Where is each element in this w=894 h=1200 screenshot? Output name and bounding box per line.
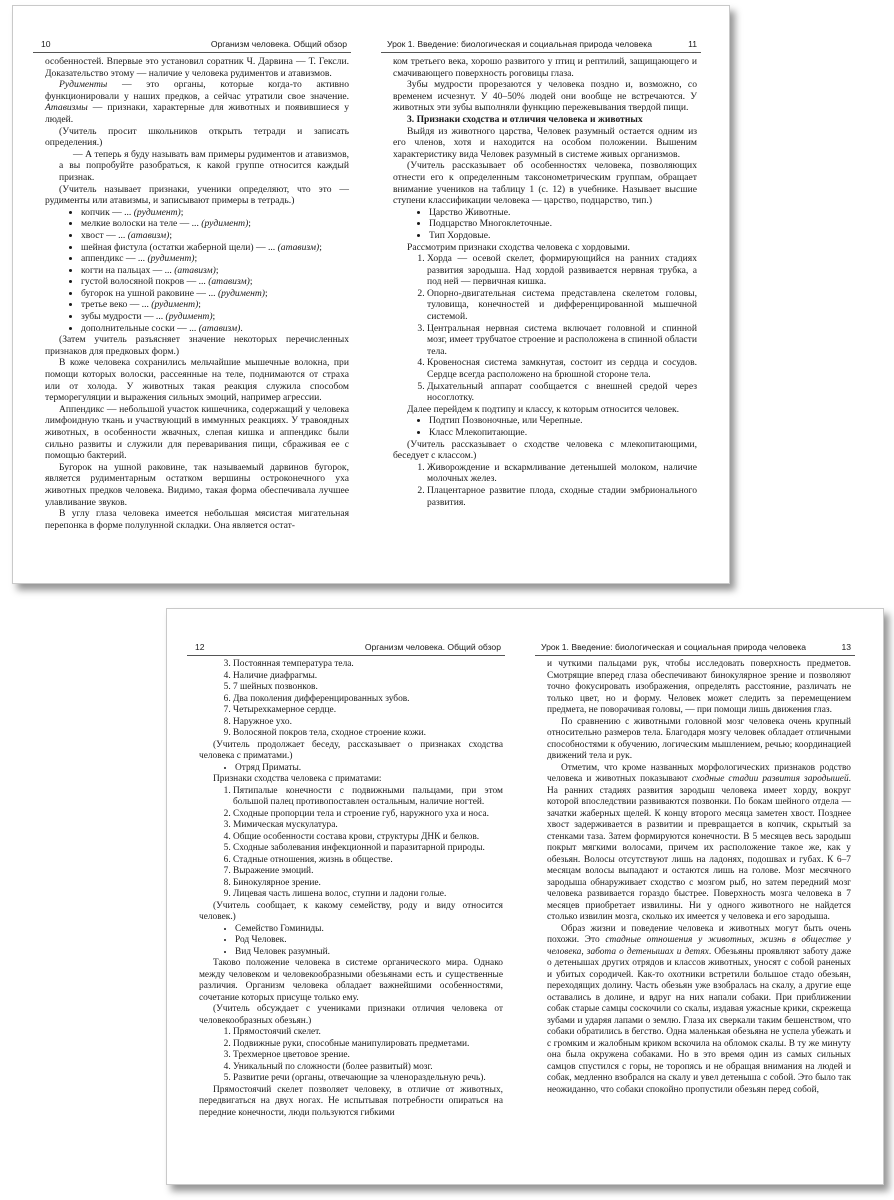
list-item: • Вид Человек разумный. (235, 947, 503, 959)
examples-list (45, 207, 349, 335)
list-item: • Класс Млекопитающие. (429, 427, 697, 439)
difference-traits-list (199, 1027, 503, 1085)
list-item: 4. Кровеносная система замкнутая, состоит из сердца и сосудов. Сердце всегда расположено на брюшной стороне тела. (427, 357, 697, 380)
list-item: 3. Постоянная температура тела. (233, 659, 503, 671)
running-title: Организм человека. Общий обзор (210, 39, 347, 49)
list-item: 5. Дыхательный аппарат сообщается с внешней средой через носоглотку. (427, 381, 697, 404)
section-heading: 3. Признаки сходства и отличия человека и животных (407, 113, 643, 125)
paragraph: Прямостоячий скелет позволяет человеку, в отличие от животных, передвигаться на двух ногах. Не испытывая потребности опираться на передние конечности, люди пользуются гибкими (199, 1084, 503, 1118)
paragraph: Зубы мудрости прорезаются у человека поздно и, возможно, со временем исчезнут. У 40–50% людей они вообще не встречаются. У животных эти зубы выполняли функцию пережевывания твердой пищи. (393, 79, 697, 114)
primate-traits-list (199, 786, 503, 901)
list-item: 9. Лицевая часть лишена волос, ступни и ладони голые. (233, 889, 503, 901)
paragraph-behavior: Образ жизни и поведение человека и животных могут быть очень похожи. Это стадные отношения у животных, жизнь в обществе у человека, забота о детенышах и детях. Обезьяны проявляют заботу даже о детенышах других отрядов и классов животных, уносят с собой раненых и убитых сородичей. Как-то охотники встретили большое стадо обезьян, переходящих долину. Часть обезьян уже взобралась на скалу, а другие еще оставались в долине, и вдруг на них напали собаки. При приближении собак старые самцы соскочили со скалы, издавая ужасные крики, скрежеща зубами и ударяя лапами о землю. Глаза их сверкали таким бешенством, что собаки обратились в бегство. Одна маленькая обезьяна не успела убежать и с громким и жалобным криком вскочила на обломок скалы. В ту же минуту она была окружена собаками. Но в это время один из самых сильных самцов спустился с горы, не торопясь и не обращая внимания на людей и собак, медленно взобрался на скалу и увел детеныша с собой. Это было так неожиданно, что собаки спокойно пропустили обезьян перед собой, (547, 923, 851, 1095)
list-item: • Подцарство Многоклеточные. (429, 218, 697, 230)
list-item: • Род Человек. (235, 935, 503, 947)
paragraph: (Учитель называет признаки, ученики определяют, что это — рудименты или атавизмы, и записывают примеры в тетрадь.) (45, 183, 349, 207)
taxonomy-list (393, 207, 697, 242)
page-number: 11 (688, 39, 697, 49)
list-item: 5. Сходные заболевания инфекционной и паразитарной природы. (233, 843, 503, 855)
page-text (199, 659, 503, 1119)
list-item: 5. Развитие речи (органы, отвечающие за членораздельную речь). (233, 1073, 503, 1085)
list-item: 1. Хорда — осевой скелет, формирующийся на ранних стадиях развития зародыша. Над хордой развивается нервная трубка, а под ней — первичная кишка. (427, 253, 697, 288)
list-item: • густой волосяной покров — ... (атавизм); (81, 276, 349, 288)
list-item: • Семейство Гоминиды. (235, 924, 503, 936)
running-title: Организм человека. Общий обзор (364, 642, 501, 652)
paragraph: Выйдя из животного царства, Человек разумный остается одним из его членов, хотя и находится на особом положении. Вышеним характеристику вида Человек разумный в системе живых организмов. (393, 125, 697, 160)
paragraph: (Учитель рассказывает об особенностях человека, позволяющих отнести его к определенным таксонометрическим группам, обращает внимание учеников на таблицу 1 (с. 12) в учебнике. Называет высшие ступени классификации человека — царство, подцарство, тип.) (393, 160, 697, 207)
paragraph-dialogue: — А теперь я буду называть вам примеры рудиментов и атавизмов, а вы попробуйте разобраться, к какой группе относится каждый признак. (59, 148, 349, 183)
list-item: 6. Стадные отношения, жизнь в обществе. (233, 855, 503, 867)
page-11 (377, 6, 729, 583)
page-header (187, 641, 505, 656)
list-item: 9. Волосяной покров тела, сходное строение кожи. (233, 728, 503, 740)
page-text (547, 659, 851, 1096)
list-item: 4. Наличие диафрагмы. (233, 671, 503, 683)
running-title: Урок 1. Введение: биологическая и социальная природа человека (541, 642, 807, 652)
list-item: 4. Общие особенности состава крови, структуры ДНК и белков. (233, 832, 503, 844)
term-social-behavior: стадные отношения у животных, жизнь в обществе у человека, забота о детенышах и детях (547, 935, 851, 957)
book-spread-pages-12-13 (166, 608, 884, 1185)
running-title: Урок 1. Введение: биологическая и социальная природа человека (387, 39, 653, 49)
paragraph: Бугорок на ушной раковине, так называемый дарвинов бугорок, является рудиментарным остатком вершины остроконечного уха животных предков человека. Видимо, такая форма обеспечивала лучшее улавливание звуков. (45, 461, 349, 508)
page-text (45, 56, 349, 531)
paragraph: В углу глаза человека имеется небольшая мясистая мигательная перепонка в форме полулунной складки. Она является остат- (45, 508, 349, 531)
list-item: • Подтип Позвоночные, или Черепные. (429, 415, 697, 427)
term-rudiments: Рудименты (59, 79, 108, 91)
chordate-traits-list (393, 253, 697, 404)
list-item: 3. Трехмерное цветовое зрение. (233, 1050, 503, 1062)
list-item: 5. 7 шейных позвонков. (233, 682, 503, 694)
list-item: 2. Плацентарное развитие плода, сходные стадии эмбрионального развития. (427, 485, 697, 508)
taxonomy-list (199, 924, 503, 959)
definition-text: — это органы, которые когда-то активно функционировали у наших предков, а сейчас утратили свое значение. (45, 79, 349, 102)
list-item: 2. Опорно-двигательная система представлена скелетом головы, туловища, конечностей и дифференцированной мышечной системой. (427, 288, 697, 323)
list-item: • копчик — ... (рудимент); (81, 207, 349, 219)
list-item: 7. Четырехкамерное сердце. (233, 705, 503, 717)
paragraph: особенностей. Впервые это установил соратник Ч. Дарвина — Т. Гексли. Доказательство этому — наличие у человека рудиментов и атавизмов. (45, 56, 349, 79)
list-item: 6. Два поколения дифференцированных зубов. (233, 694, 503, 706)
page-13 (531, 609, 883, 1184)
list-item: 1. Прямостоячий скелет. (233, 1027, 503, 1039)
page-header (33, 38, 351, 53)
page-number: 12 (195, 642, 205, 652)
list-item: 8. Бинокулярное зрение. (233, 878, 503, 890)
paragraph: (Учитель рассказывает о сходстве человека с млекопитающими, беседует с классом.) (393, 438, 697, 462)
paragraph: Рассмотрим признаки сходства человека с хордовыми. (407, 241, 630, 253)
paragraph-embryo: Отметим, что кроме названных морфологических признаков родство человека и животных показывают сходные стадии развития зародышей. На ранних стадиях развития зародыш человека имеет хорду, вокруг которой впоследствии развиваются позвонки. По бокам шейного отдела — зачатки жаберных щелей. К концу второго месяца заметен хвост. Позднее хвост задерживается в развитии и превращается в копчик, скрытый за стенками таза. Затем формируются конечности. В 5 месяцев весь зародыш покрыт мягкими волосами, причем их расположение такое же, как у обезьян. Волосы отсутствуют лишь на ладонях, подошвах и губах. К 6–7 месяцам волосы выпадают и остаются лишь на голове. Мозг месячного зародыша обнаруживает сходство с мозгом рыб, но затем передний мозг человека развивается гораздо быстрее. Поверхность мозга человека в 7 месяцев приобретает извилины. Ни у одного животного не найдется столько извилин мозга, сколько их имеется у человека и его зародыша. (547, 762, 851, 922)
list-item: • когти на пальцах — ... (атавизм); (81, 265, 349, 277)
list-item: • третье веко — ... (рудимент); (81, 299, 349, 311)
taxonomy-list (393, 415, 697, 438)
list-item: 1. Пятипалые конечности с подвижными пальцами, при этом большой палец противопоставлен остальным, наличие ногтей. (233, 786, 503, 809)
paragraph: Аппендикс — небольшой участок кишечника, содержащий у человека лимфоидную ткань и участвующий в иммунных реакциях. У травоядных животных, в особенности жвачных, слепая кишка и аппендикс были сильно развиты и служили для переваривания пищи, сбраживая ее с помощью бактерий. (45, 403, 349, 462)
list-item: • зубы мудрости — ... (рудимент); (81, 311, 349, 323)
page-text (393, 56, 697, 508)
page-header (535, 641, 855, 656)
list-item: • хвост — ... (атавизм); (81, 230, 349, 242)
list-item: 2. Сходные пропорции тела и строение губ, наружного уха и носа. (233, 809, 503, 821)
list-item: 3. Центральная нервная система включает головной и спинной мозг, имеет трубчатое строение и расположена в спинной области тела. (427, 323, 697, 358)
list-item: 7. Выражение эмоций. (233, 866, 503, 878)
list-item: 8. Наружное ухо. (233, 717, 503, 729)
list-item: 3. Мимическая мускулатура. (233, 820, 503, 832)
paragraph: (Учитель просит школьников открыть тетради и записать определения.) (45, 125, 349, 149)
page-12 (167, 609, 519, 1184)
paragraph: В коже человека сохранились мельчайшие мышечные волокна, при помощи которых волоски, рассеянные на теле, поднимаются от страха или от холода. У животных такая реакция служила способом терморегуляции и выражения сильных эмоций, например агрессии. (45, 357, 349, 404)
term-embryo-stages: сходные стадии развития зародышей (691, 774, 849, 784)
paragraph: По сравнению с животными головной мозг человека очень крупный относительно размеров тела. Благодаря мозгу человек обладает отличными способностями к обучению, логическим мышлением, речью; координацией движений тела и рук. (547, 716, 851, 761)
paragraph: Признаки сходства человека с приматами: (213, 774, 382, 784)
paragraph: (Учитель обсуждает с учениками признаки отличия человека от человекообразных обезьян.) (199, 1004, 503, 1026)
page-number: 13 (841, 642, 851, 652)
paragraph: (Затем учитель разъясняет значение некоторых перечисленных признаков для предковых форм.) (45, 334, 349, 357)
list-item: • дополнительные соски — ... (атавизм). (81, 323, 349, 335)
page-header (381, 38, 701, 53)
list-item: • бугорок на ушной раковине — ... (рудимент); (81, 288, 349, 300)
list-item: • Царство Животные. (429, 207, 697, 219)
paragraph: и чуткими пальцами рук, чтобы исследовать поверхность предметов. Смотрящие вперед глаза обеспечивают бинокулярное зрение и позволяют точно фокусировать изображения, определять расстояние, различать не только цвет, но и форму. Человек может следить за перемещением предмета, не поворачивая головы, — при помощи лишь движения глаз. (547, 659, 851, 715)
mammal-traits-list-continued (199, 659, 503, 740)
book-spread-pages-10-11 (12, 5, 730, 584)
paragraph-definitions (45, 79, 349, 125)
definition-text: — признаки, характерные для животных и появившиеся у людей. (45, 102, 349, 125)
paragraph: (Учитель сообщает, к какому семейству, роду и виду относится человек.) (199, 900, 503, 922)
list-item: • Тип Хордовые. (429, 230, 697, 242)
paragraph: Таково положение человека в системе органического мира. Однако между человеком и человекообразными обезьянами есть и существенные различия. Организм человека обладает важнейшими особенностями, сочетание которых присуще только ему. (199, 958, 503, 1003)
list-item: 2. Подвижные руки, способные манипулировать предметами. (233, 1039, 503, 1051)
list-item: 4. Уникальный по сложности (более развитый) мозг. (233, 1062, 503, 1074)
page-10 (13, 6, 365, 583)
taxonomy-list (199, 763, 503, 775)
paragraph: (Учитель продолжает беседу, рассказывает о признаках сходства человека с приматами.) (199, 739, 503, 761)
page-number: 10 (41, 39, 51, 49)
paragraph: Далее перейдем к подтипу и классу, к которым относится человек. (407, 403, 680, 415)
term-atavisms: Атавизмы (45, 102, 88, 114)
mammal-traits-list (393, 462, 697, 508)
list-item: • Отряд Приматы. (235, 763, 503, 775)
paragraph: ком третьего века, хорошо развитого у птиц и рептилий, защищающего и смачивающего поверхность роговицы глаза. (393, 56, 697, 79)
list-item: 1. Живорождение и вскармливание детенышей молоком, наличие молочных желез. (427, 462, 697, 485)
list-item: • шейная фистула (остатки жаберной щели) — ... (атавизм); (81, 242, 349, 254)
list-item: • аппендикс — ... (рудимент); (81, 253, 349, 265)
list-item: • мелкие волоски на теле — ... (рудимент); (81, 218, 349, 230)
